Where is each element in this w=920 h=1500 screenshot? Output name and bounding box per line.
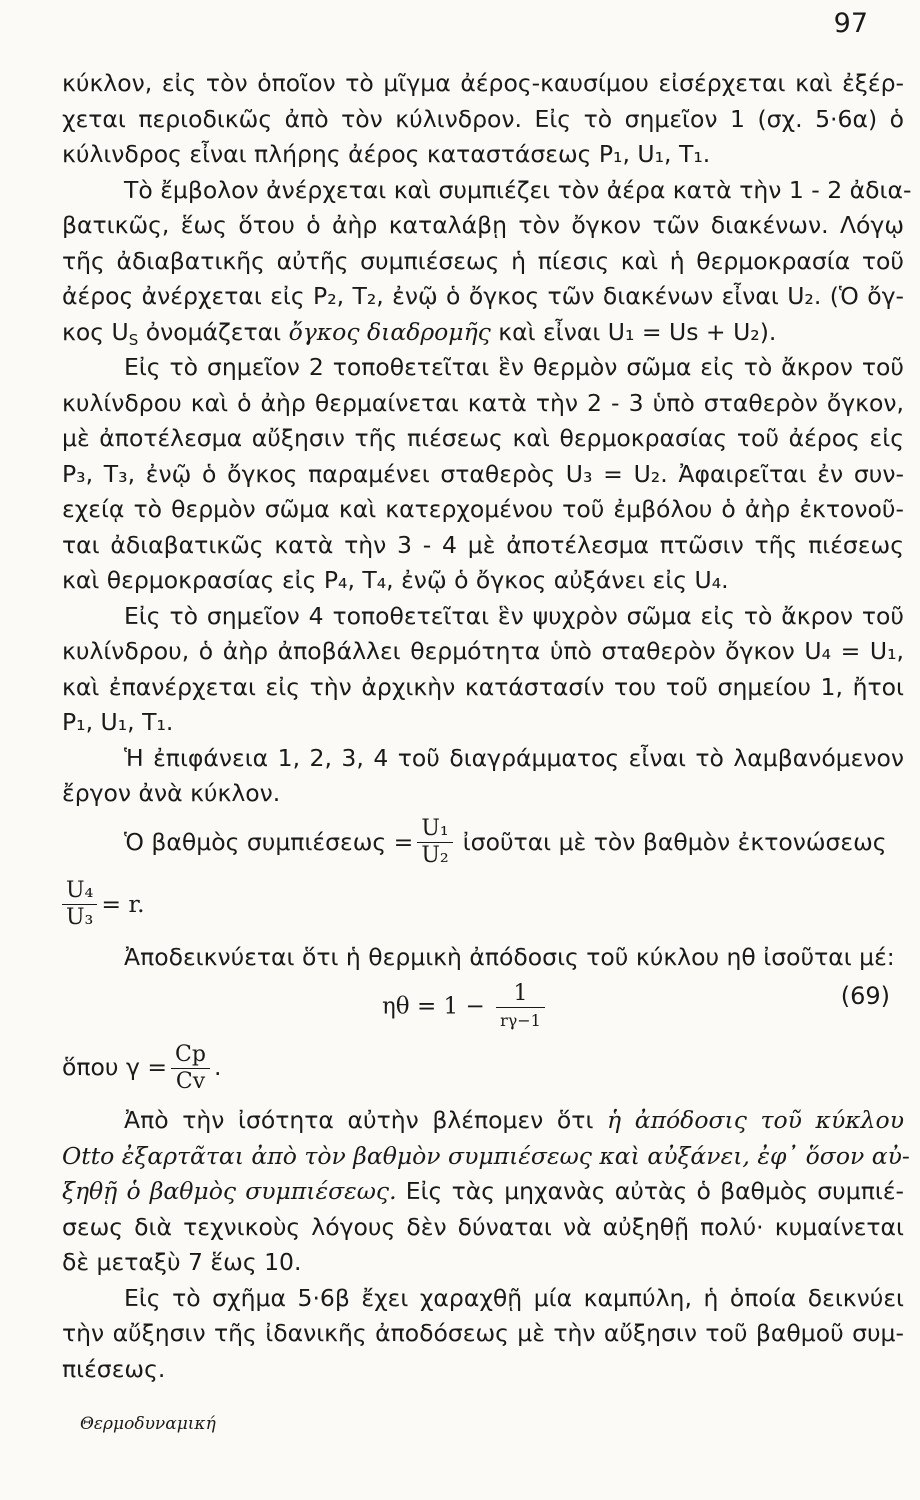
text-line: Τὸ ἔμβολον ἀνέρχεται καὶ συμπιέζει τὸν ἀέρα κατὰ τὴν 1 - 2 ἀδια- bbox=[124, 175, 912, 204]
text-line: τὴν αὔξησιν τῆς ἰδανικῆς ἀποδόσεως μὲ τὴν αὔξησιν τοῦ βαθμοῦ συμ- bbox=[62, 1319, 904, 1347]
text-line: Ἡ ἐπιφάνεια 1, 2, 3, 4 τοῦ διαγράμματος εἶναι τὸ λαμβανόμενον bbox=[124, 743, 904, 772]
text-line: Ἀποδεικνύεται ὅτι ἡ θερμικὴ ἀπόδοσις τοῦ κύκλου ηθ ἰσοῦται μέ: bbox=[124, 942, 895, 971]
text-line: κύλινδρος εἶναι πλήρης ἀέρος καταστάσεως P₁, U₁, T₁. bbox=[62, 140, 711, 168]
formula-fraction bbox=[496, 981, 545, 1034]
text-span: κος U bbox=[62, 317, 129, 346]
text-line: μὲ ἀποτέλεσμα αὔξησιν τῆς πιέσεως καὶ θερμοκρασίας τοῦ ἀέρος εἰς bbox=[62, 424, 904, 452]
italic-span: ἡ ἀπόδοσις τοῦ κύκλου bbox=[607, 1106, 904, 1134]
text-line: Εἰς τὸ σημεῖον 4 τοποθετεῖται ἓν ψυχρὸν σῶμα εἰς τὸ ἄκρον τοῦ bbox=[124, 601, 904, 630]
text-line: Εἰς τὸ σχῆμα 5·6β ἔχει χαραχθῇ μία καμπύλη, ἡ ὁποία δεικνύει bbox=[124, 1283, 904, 1312]
compression-ratio-line bbox=[62, 812, 904, 874]
fraction-numerator: 1 bbox=[496, 981, 545, 1008]
text-line: σεως διὰ τεχνικοὺς λόγους δὲν δύναται νὰ αὐξηθῇ πολύ· κυμαίνεται bbox=[62, 1212, 904, 1241]
footer-book-title: Θερμοδυναμική bbox=[80, 1414, 216, 1434]
text-line: Εἰς τὸ σημεῖον 2 τοποθετεῖται ἓν θερμὸν σῶμα εἰς τὸ ἄκρον τοῦ bbox=[124, 353, 904, 381]
text-line: καὶ θερμοκρασίας εἰς P₄, T₄, ἐνῷ ὁ ὄγκος αὐξάνει εἰς U₄. bbox=[62, 566, 729, 594]
text-span: ἰσοῦται μὲ τὸν βαθμὸν ἐκτονώσεως bbox=[462, 827, 887, 856]
equation-69 bbox=[62, 975, 904, 1037]
subscript: S bbox=[128, 330, 139, 349]
text-span: ὀνομάζεται bbox=[138, 317, 289, 346]
text-span: καὶ εἶναι U₁ = Us + U₂). bbox=[490, 317, 777, 346]
gamma-definition bbox=[62, 1037, 904, 1099]
fraction-numerator: U₄ bbox=[62, 878, 97, 905]
text-line: τῆς ἀδιαβατικῆς αὐτῆς συμπιέσεως ἡ πίεσις καὶ ἡ θερμοκρασία τοῦ bbox=[62, 246, 904, 275]
text-span: Ὁ βαθμὸς συμπιέσεως = bbox=[124, 827, 414, 856]
text-line: ἀέρος ἀνέρχεται εἰς P₂, T₂, ἐνῷ ὁ ὄγκος τῶν διακένων εἶναι U₂. (Ὁ ὄγ- bbox=[62, 282, 904, 310]
text-line: κύκλον, εἰς τὸν ὁποῖον τὸ μῖγμα ἀέρος-καυσίμου εἰσέρχεται καὶ ἐξέρ- bbox=[62, 69, 904, 97]
text-line: P₃, T₃, ἐνῷ ὁ ὄγκος παραμένει σταθερὸς U₃ = U₂. Ἀφαιρεῖται ἐν συν- bbox=[62, 459, 904, 488]
fraction-denominator: Cv bbox=[175, 1068, 206, 1094]
text-line: χεται περιοδικῶς ἀπὸ τὸν κύλινδρον. Εἰς τὸ σημεῖον 1 (σχ. 5·6α) ὁ bbox=[62, 104, 904, 133]
expansion-ratio-line bbox=[62, 874, 904, 936]
equation-number: (69) bbox=[840, 982, 890, 1010]
text-line: δὲ μεταξὺ 7 ἕως 10. bbox=[62, 1248, 302, 1276]
text-span: = r. bbox=[101, 889, 145, 918]
text-line: εχείᾳ τὸ θερμὸν σῶμα καὶ κατερχομένου τοῦ ἐμβόλου ὁ ἀὴρ ἐκτονοῦ- bbox=[62, 495, 904, 523]
text-span: . bbox=[213, 1053, 222, 1082]
text-line: πιέσεως. bbox=[62, 1354, 166, 1383]
text-line bbox=[62, 315, 904, 351]
fraction-cp-cv bbox=[171, 1042, 210, 1095]
text-line: ται ἀδιαβατικῶς κατὰ τὴν 3 - 4 μὲ ἀποτέλεσμα πτῶσιν τῆς πιέσεως bbox=[62, 530, 904, 559]
text-line: ἔργον ἀνὰ κύκλον. bbox=[62, 779, 281, 807]
text-line bbox=[62, 1174, 904, 1210]
fraction-u4-u3 bbox=[62, 878, 97, 931]
italic-term: ὄγκος διαδρομῆς bbox=[288, 317, 491, 346]
fraction-denominator: U₂ bbox=[421, 843, 449, 868]
text-line: κυλίνδρου, ὁ ἀὴρ ἀποβάλλει θερμότητα ὑπὸ σταθερὸν ὄγκον U₄ = U₁, bbox=[62, 637, 904, 665]
text-line: Otto ἐξαρτᾶται ἀπὸ τὸν βαθμὸν συμπιέσεως καὶ αὐξάνει, ἐφ᾽ ὅσον αὐ- bbox=[62, 1141, 910, 1170]
text-line bbox=[62, 1103, 904, 1139]
page-number: 97 bbox=[833, 8, 868, 39]
fraction-numerator: Cp bbox=[171, 1042, 210, 1069]
text-line: βατικῶς, ἕως ὅτου ὁ ἀὴρ καταλάβῃ τὸν ὄγκον τῶν διακένων. Λόγῳ bbox=[62, 211, 904, 239]
formula-lhs: ηθ = 1 − bbox=[382, 993, 485, 1020]
fraction-denominator: rγ−1 bbox=[500, 1011, 541, 1030]
efficiency-formula bbox=[382, 981, 549, 1034]
body-text bbox=[62, 66, 912, 1387]
text-span: Ἀπὸ τὴν ἰσότητα αὐτὴν βλέπομεν ὅτι bbox=[124, 1106, 608, 1134]
fraction-denominator: U₃ bbox=[66, 905, 94, 930]
text-line: καὶ ἐπανέρχεται εἰς τὴν ἀρχικὴν κατάστασίν του τοῦ σημείου 1, ἤτοι bbox=[62, 672, 904, 701]
text-line: P₁, U₁, T₁. bbox=[62, 708, 174, 736]
text-span: Εἰς τὰς μηχανὰς αὐτὰς ὁ βαθμὸς συμπιέ- bbox=[396, 1177, 904, 1205]
text-span: ὅπου γ = bbox=[62, 1053, 168, 1082]
text-line: κυλίνδρου καὶ ὁ ἀὴρ θερμαίνεται κατὰ τὴν 2 - 3 ὑπὸ σταθερὸν ὄγκον, bbox=[62, 388, 904, 417]
italic-span: ξηθῇ ὁ βαθμὸς συμπιέσεως. bbox=[62, 1177, 397, 1205]
fraction-numerator: U₁ bbox=[417, 816, 452, 843]
fraction-u1-u2 bbox=[417, 816, 452, 869]
